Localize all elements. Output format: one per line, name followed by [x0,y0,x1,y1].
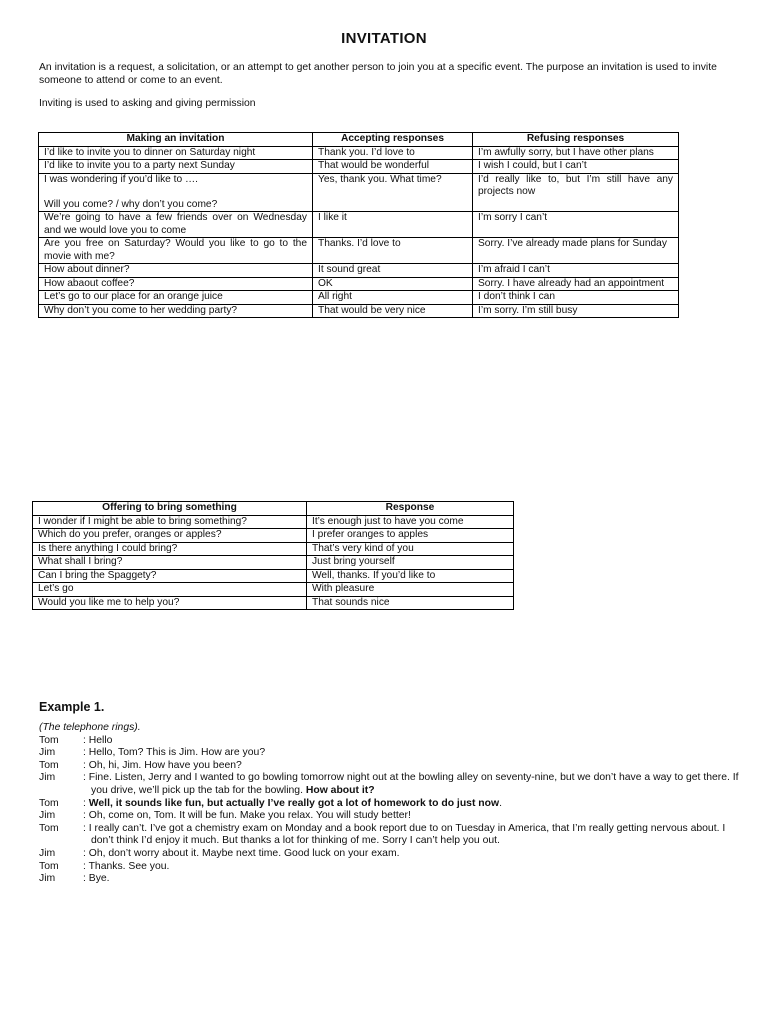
offering-table [32,501,514,610]
table-row [33,596,514,610]
dialog-text-part: : [83,797,89,809]
table-cell: Will you come? / why don’t you come? [39,199,313,212]
dialog-text-part: : I really can’t. I’ve got a chemistry exam on Monday and a book report due to on Tuesday in America, that I’m really getting nervous about. I don’t think I’d enjoy it much. But thanks a lot for thinking of me. Sorry I can’t help you out. [83,822,726,847]
table-row [33,556,514,570]
speaker-name: Tom [39,759,59,771]
dialog-line [39,772,739,797]
dialog-text-part: : Thanks. See you. [83,860,170,872]
example-dialog [39,722,739,886]
table-row [39,212,679,238]
dialog-text-part: : Bye. [83,873,110,885]
column-header: Response [307,502,514,516]
column-header: Making an invitation [39,133,313,147]
dialog-text [83,760,739,773]
dialog-text [83,873,739,886]
dialog-text-part: : Hello, Tom? This is Jim. How are you? [83,747,266,759]
speaker-name: Tom [39,860,59,872]
table-row [39,160,679,174]
table-cell: That’s very kind of you [307,542,514,556]
table-cell: Let’s go to our place for an orange juice [39,291,313,305]
dialog-line [39,747,739,760]
table-cell: How abaout coffee? [39,277,313,291]
table-row [39,304,679,318]
table-cell: I’m sorry I can’t [473,212,679,238]
table-cell: We’re going to have a few friends over on Wednesday and we would love you to come [39,212,313,238]
table-cell: I’d like to invite you to dinner on Saturday night [39,146,313,160]
table-cell: It’s enough just to have you come [307,515,514,529]
table-cell: Why don’t you come to her wedding party? [39,304,313,318]
dialog-text-part: : Hello [83,734,113,746]
table-cell [313,199,473,212]
table-cell: Yes, thank you. What time? [313,173,473,199]
table-cell: OK [313,277,473,291]
table-cell: I’m sorry. I’m still busy [473,304,679,318]
table-row [33,515,514,529]
table-cell: Which do you prefer, oranges or apples? [33,529,307,543]
dialog-text [83,772,739,797]
speaker-name: Jim [39,747,56,759]
table-row [39,277,679,291]
table-cell: I like it [313,212,473,238]
dialog-text [83,861,739,874]
invitation-table [38,132,679,318]
dialog-text-part: : Oh, don’t worry about it. Maybe next time. Good luck on your exam. [83,847,400,859]
table-cell: I prefer oranges to apples [307,529,514,543]
page-title: INVITATION [341,30,427,47]
dialog-emphasis: Well, it sounds like fun, but actually I’ve really got a lot of homework to do just now [88,797,500,809]
table-cell: I’m afraid I can’t [473,264,679,278]
example-title: Example 1. [39,700,105,714]
table-cell: Are you free on Saturday? Would you like to go to the movie with me? [39,238,313,264]
table-row [39,264,679,278]
table-cell: With pleasure [307,583,514,597]
table-row [33,542,514,556]
speaker-name: Jim [39,873,56,885]
speaker-name: Tom [39,797,59,809]
table-cell: Just bring yourself [307,556,514,570]
dialog-line [39,798,739,811]
table-cell: I wonder if I might be able to bring something? [33,515,307,529]
speaker-name: Jim [39,810,56,822]
speaker-name: Tom [39,734,59,746]
dialog-line [39,823,739,848]
column-header: Accepting responses [313,133,473,147]
table-cell: Sorry. I have already had an appointment [473,277,679,291]
table-cell: Would you like me to help you? [33,596,307,610]
table-cell: That would be wonderful [313,160,473,174]
table-row [39,199,679,212]
dialog-line [39,848,739,861]
dialog-emphasis: How about it? [305,784,375,796]
table-cell: Let’s go [33,583,307,597]
table-cell: I’m awfully sorry, but I have other plans [473,146,679,160]
dialog-text-part: : Fine. Listen, Jerry and I wanted to go bowling tomorrow night out at the bowling alley on seventy-nine, but we don’t have a way to get there. If you drive, we’ll pick up the tab for the bowling. [83,772,739,796]
table-cell: That sounds nice [307,596,514,610]
intro-paragraph: An invitation is a request, a solicitation, or an attempt to get another person to join you at a specific event. The purpose an invitation is used to invite someone to attend or come to an event. [39,62,717,86]
dialog-line [39,735,739,748]
table-cell: Well, thanks. If you’d like to [307,569,514,583]
dialog-line [39,861,739,874]
speaker-name: Jim [39,847,56,859]
dialog-text-part: : Oh, come on, Tom. It will be fun. Make you relax. You will study better! [83,810,411,822]
speaker-name: Tom [39,822,59,834]
table-cell: It sound great [313,264,473,278]
table-row [39,173,679,199]
table-cell: What shall I bring? [33,556,307,570]
table-row [33,583,514,597]
column-header: Offering to bring something [33,502,307,516]
dialog-text-part: : Oh, hi, Jim. How have you been? [83,759,242,771]
table-cell: I don’t think I can [473,291,679,305]
dialog-text [83,747,739,760]
scene-direction: (The telephone rings). [39,722,141,733]
table-cell: Thanks. I’d love to [313,238,473,264]
dialog-line [39,810,739,823]
table-cell: Thank you. I’d love to [313,146,473,160]
table-row [39,291,679,305]
table-cell: Sorry. I’ve already made plans for Sunday [473,238,679,264]
table-cell: All right [313,291,473,305]
table-row [33,569,514,583]
table-cell: I’d like to invite you to a party next Sunday [39,160,313,174]
table-cell [473,199,679,212]
dialog-text [83,735,739,748]
dialog-text [83,823,739,848]
column-header: Refusing responses [473,133,679,147]
dialog-text [83,798,739,811]
table-cell: Can I bring the Spaggety? [33,569,307,583]
dialog-text [83,848,739,861]
table-row [33,529,514,543]
speaker-name: Jim [39,772,56,784]
table-cell: How about dinner? [39,264,313,278]
table-cell: That would be very nice [313,304,473,318]
dialog-text [83,810,739,823]
table-row [39,238,679,264]
dialog-text-part: . [499,797,502,809]
intro-note: Inviting is used to asking and giving permission [39,98,256,109]
table-cell: Is there anything I could bring? [33,542,307,556]
table-cell: I wish I could, but I can’t [473,160,679,174]
table-cell: I was wondering if you’d like to …. [39,173,313,199]
dialog-line [39,760,739,773]
table-row [39,146,679,160]
dialog-line [39,873,739,886]
table-cell: I’d really like to, but I’m still have any projects now [473,173,679,199]
